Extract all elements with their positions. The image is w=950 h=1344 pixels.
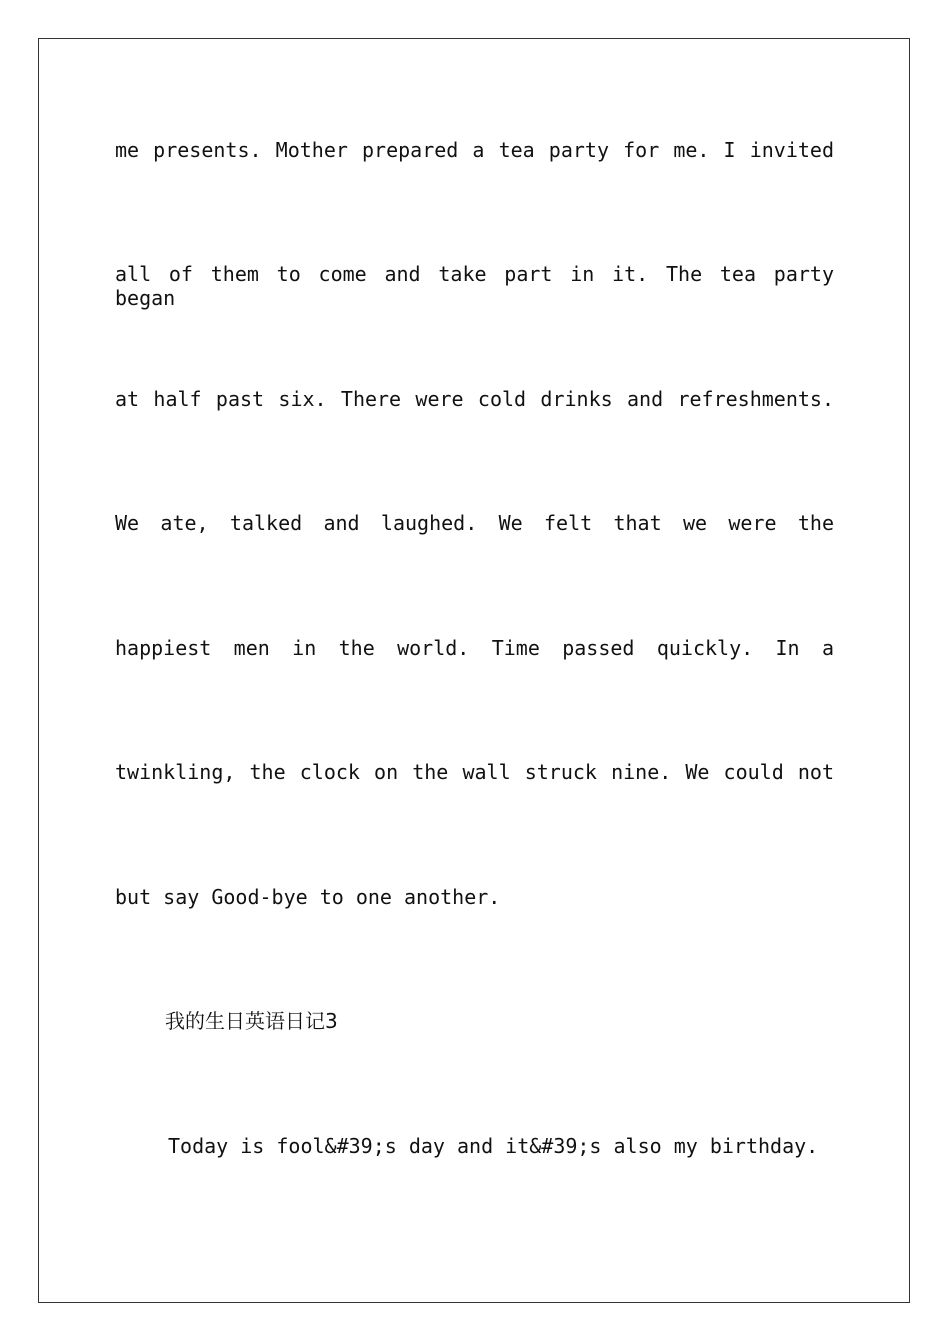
body-text-line-5: happiest men in the world. Time passed quickly. In a <box>115 636 834 660</box>
page-border <box>38 38 910 1303</box>
body-text-line-4: We ate, talked and laughed. We felt that we were the <box>115 511 834 535</box>
paragraph-first-line: Today is fool&#39;s day and it&#39;s also my birthday. <box>168 1134 819 1158</box>
body-text-line-7: but say Good-bye to one another. <box>115 885 501 909</box>
section-heading: 我的生日英语日记3 <box>165 1009 338 1033</box>
body-text-line-1: me presents. Mother prepared a tea party for me. I invited <box>115 138 834 162</box>
body-text-line-2: all of them to come and take part in it. The tea party began <box>115 262 834 310</box>
body-text-line-6: twinkling, the clock on the wall struck nine. We could not <box>115 760 834 784</box>
body-text-line-3: at half past six. There were cold drinks and refreshments. <box>115 387 834 411</box>
